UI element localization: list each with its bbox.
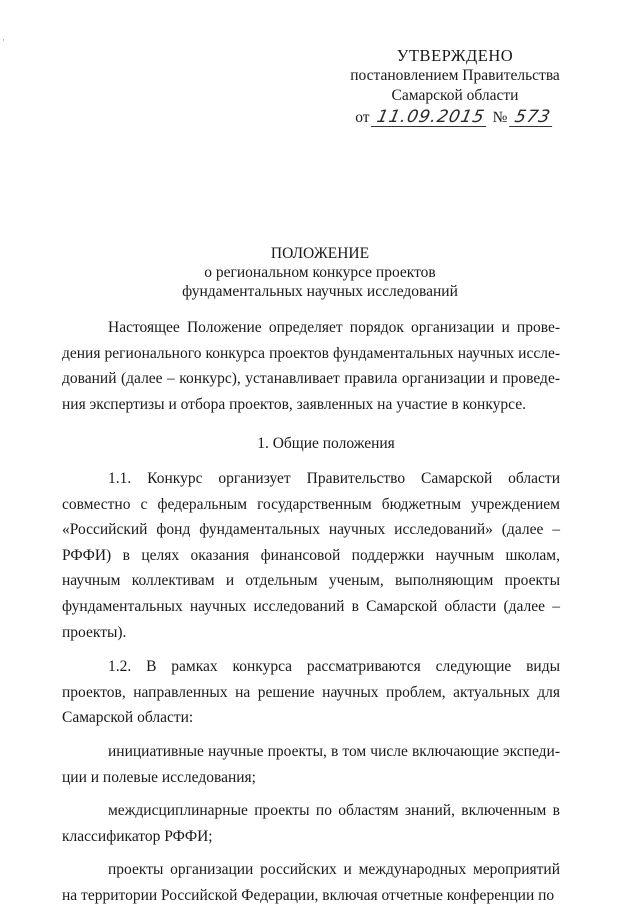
- number-label: №: [492, 109, 508, 126]
- handwritten-number: 573: [509, 108, 556, 127]
- approval-line-1: постановлением Правительства: [350, 67, 560, 84]
- approval-title: УТВЕРЖДЕНО: [396, 46, 514, 65]
- list-item: проекты организации российских и международных мероприятий на территории Российской Федерации, включая отчетные конференции по: [62, 861, 560, 904]
- document-heading: [0, 244, 640, 301]
- list-item: междисциплинарные проекты по областям знаний, включенным в классификатор РФФИ;: [62, 802, 560, 845]
- document-body: [62, 315, 560, 908]
- paragraph-1-2: 1.2. В рамках конкурса рассматриваются следующие виды проектов, направленных на решение научных проблем, актуальных для Самарской области:: [62, 658, 560, 727]
- approval-stamp: [330, 46, 580, 128]
- intro-paragraph: Настоящее Положение определяет порядок организации и проведения регионального конкурса проектов фундаментальных научных исследований (далее – конкурс), устанавливает правила организации и проведения экспертизы и отбора проектов, заявленных на участие в конкурсе.: [62, 319, 560, 413]
- document-subtitle-line-2: фундаментальных научных исследований: [182, 283, 458, 300]
- paragraph-1-1: 1.1. Конкурс организует Правительство Самарской области совместно с федеральным государственным бюджетным учреждением «Российский фонд фундаментальных научных исследований» (далее – РФФИ) в целях оказания финансовой поддержки научным школам, научным коллективам и отдельным ученым, выполняющим проекты фундаментальных научных исследований в Самарской области (далее – проекты).: [62, 469, 560, 641]
- handwritten-date: 11.09.2015: [371, 108, 490, 127]
- section-heading: 1. Общие положения: [257, 435, 395, 453]
- margin-mark: ·: [2, 36, 5, 46]
- document-subtitle-line-1: о региональном конкурсе проектов: [204, 264, 436, 281]
- document-title: ПОЛОЖЕНИЕ: [270, 245, 370, 262]
- approval-date-line: [355, 108, 555, 128]
- from-label: от: [355, 109, 370, 126]
- list-item: инициативные научные проекты, в том числе включающие экспедиции и полевые исследования;: [62, 742, 560, 786]
- approval-line-2: Самарской области: [391, 87, 519, 104]
